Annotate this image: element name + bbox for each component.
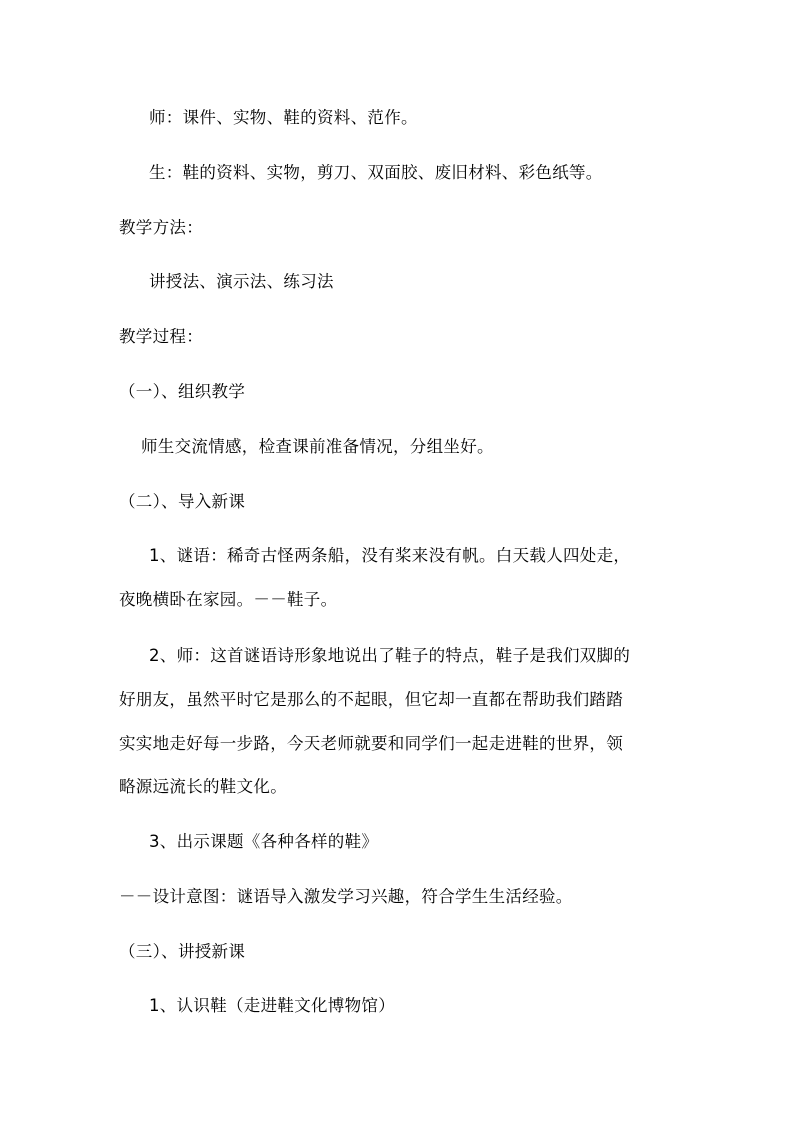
heading-teaching-process: 教学过程： [119, 327, 203, 346]
materials-student: 生：鞋的资料、实物，剪刀、双面胶、废旧材料、彩色纸等。 [149, 163, 603, 182]
riddle-line-1: 1、谜语：稀奇古怪两条船，没有桨来没有帆。白天载人四处走， [149, 546, 631, 565]
teacher-intro-line-1: 2、师：这首谜语诗形象地说出了鞋子的特点，鞋子是我们双脚的 [149, 646, 631, 665]
organize-teaching-text: 师生交流情感，检查课前准备情况，分组坐好。 [141, 437, 494, 456]
know-shoes: 1、认识鞋（走进鞋文化博物馆） [149, 996, 395, 1015]
teacher-intro-line-4: 略源远流长的鞋文化。 [119, 777, 287, 796]
materials-teacher: 师：课件、实物、鞋的资料、范作。 [149, 108, 418, 127]
heading-teaching-methods: 教学方法： [119, 218, 203, 237]
show-topic: 3、出示课题《各种各样的鞋》 [149, 832, 379, 851]
teaching-methods-list: 讲授法、演示法、练习法 [149, 272, 334, 291]
section-teach-new-lesson: （三）、讲授新课 [119, 942, 246, 961]
teacher-intro-line-2: 好朋友，虽然平时它是那么的不起眼，但它却一直都在帮助我们踏踏 [119, 690, 623, 709]
section-organize-teaching: （一）、组织教学 [119, 382, 246, 401]
riddle-line-2: 夜晚横卧在家园。－－鞋子。 [119, 590, 338, 609]
section-introduce-lesson: （二）、导入新课 [119, 492, 246, 511]
design-intent: －－设计意图：谜语导入激发学习兴趣，符合学生生活经验。 [119, 887, 573, 906]
teacher-intro-line-3: 实实地走好每一步路，今天老师就要和同学们一起走进鞋的世界，领 [119, 734, 623, 753]
